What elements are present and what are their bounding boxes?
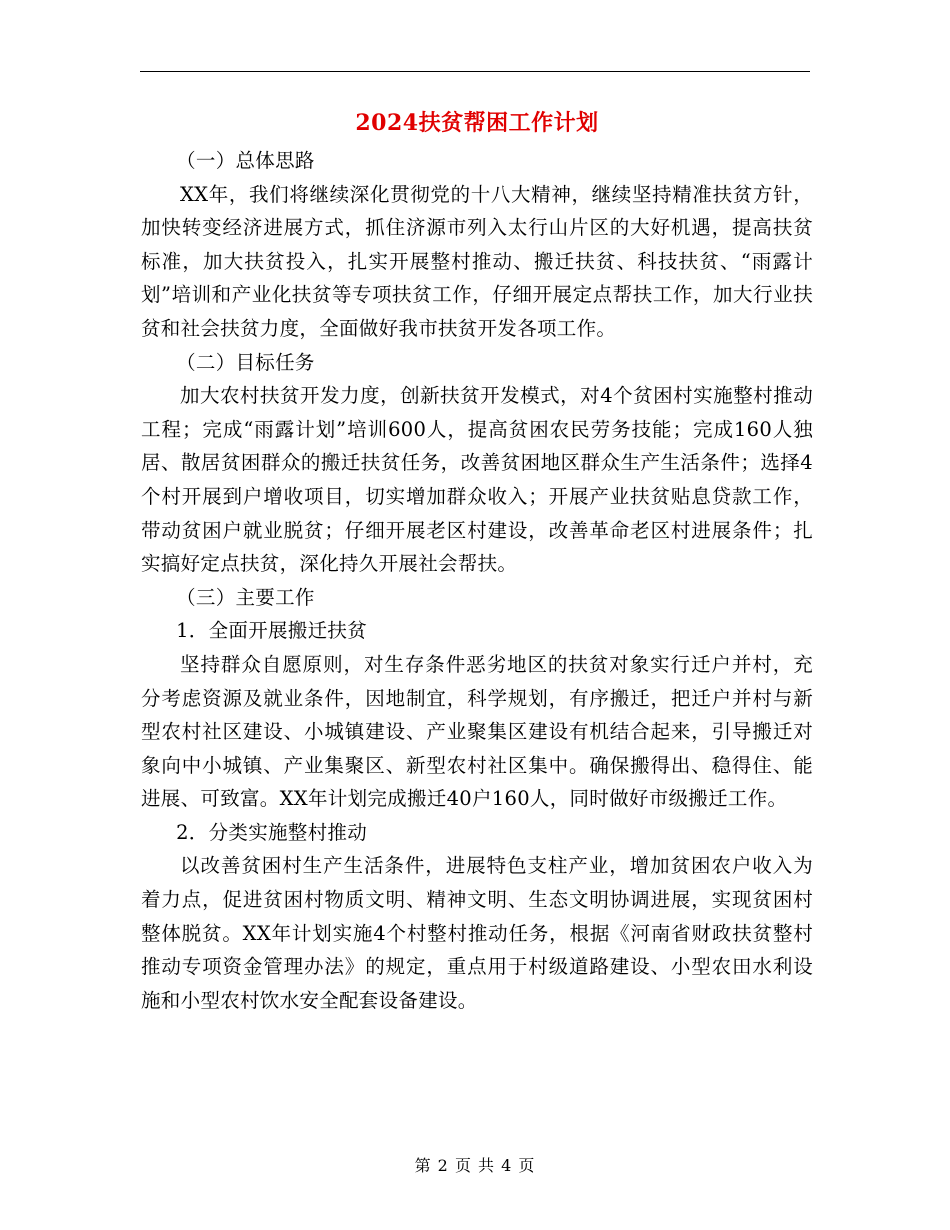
document-body (141, 108, 813, 1017)
section-heading-main-work: （三）主要工作 (176, 585, 315, 609)
section-heading-overall: （一）总体思路 (176, 149, 315, 172)
page-number: 第 2 页 共 4 页 (414, 1156, 536, 1175)
subheading-relocation: 1．全面开展搬迁扶贫 (176, 619, 368, 643)
subheading-village-promotion: 2．分类实施整村推动 (176, 820, 368, 844)
paragraph-goals: 加大农村扶贫开发力度，创新扶贫开发模式，对4个贫困村实施整村推动工程；完成“雨露计划”培训600人，提高贫困农民劳务技能；完成160人独居、散居贫困群众的搬迁扶贫任务，改善贫困地区群众生产生活条件；选择4个村开展到户增收项目，切实增加群众收入；开展产业扶贫贴息贷款工作，带动贫困户就业脱贫；仔细开展老区村建设，改善革命老区村进展条件；扎实搞好定点扶贫，深化持久开展社会帮扶。 (141, 384, 813, 576)
section-heading-goals: （二）目标任务 (176, 350, 315, 374)
paragraph-relocation: 坚持群众自愿原则，对生存条件恶劣地区的扶贫对象实行迁户并村，充分考虑资源及就业条件，因地制宜，科学规划，有序搬迁，把迁户并村与新型农村社区建设、小城镇建设、产业聚集区建设有机结合起来，引导搬迁对象向中小城镇、产业集聚区、新型农村社区集中。确保搬得出、稳得住、能进展、可致富。XX年计划完成搬迁40户160人，同时做好市级搬迁工作。 (141, 652, 813, 811)
paragraph-overall: XX年，我们将继续深化贯彻党的十八大精神，继续坚持精准扶贫方针，加快转变经济进展方式，抓住济源市列入太行山片区的大好机遇，提高扶贫标准，加大扶贫投入，扎实开展整村推动、搬迁扶贫、科技扶贫、“雨露计划”培训和产业化扶贫等专项扶贫工作，仔细开展定点帮扶工作，加大行业扶贫和社会扶贫力度，全面做好我市扶贫开发各项工作。 (141, 182, 813, 340)
paragraph-village-promotion: 以改善贫困村生产生活条件，进展特色支柱产业，增加贫困农户收入为着力点，促进贫困村物质文明、精神文明、生态文明协调进展，实现贫困村整体脱贫。XX年计划实施4个村整村推动任务，根据《河南省财政扶贫整村推动专项资金管理办法》的规定，重点用于村级道路建设、小型农田水利设施和小型农村饮水安全配套设备建设。 (141, 854, 813, 1012)
document-title: 2024扶贫帮困工作计划 (355, 110, 599, 136)
header-rule (140, 71, 810, 72)
